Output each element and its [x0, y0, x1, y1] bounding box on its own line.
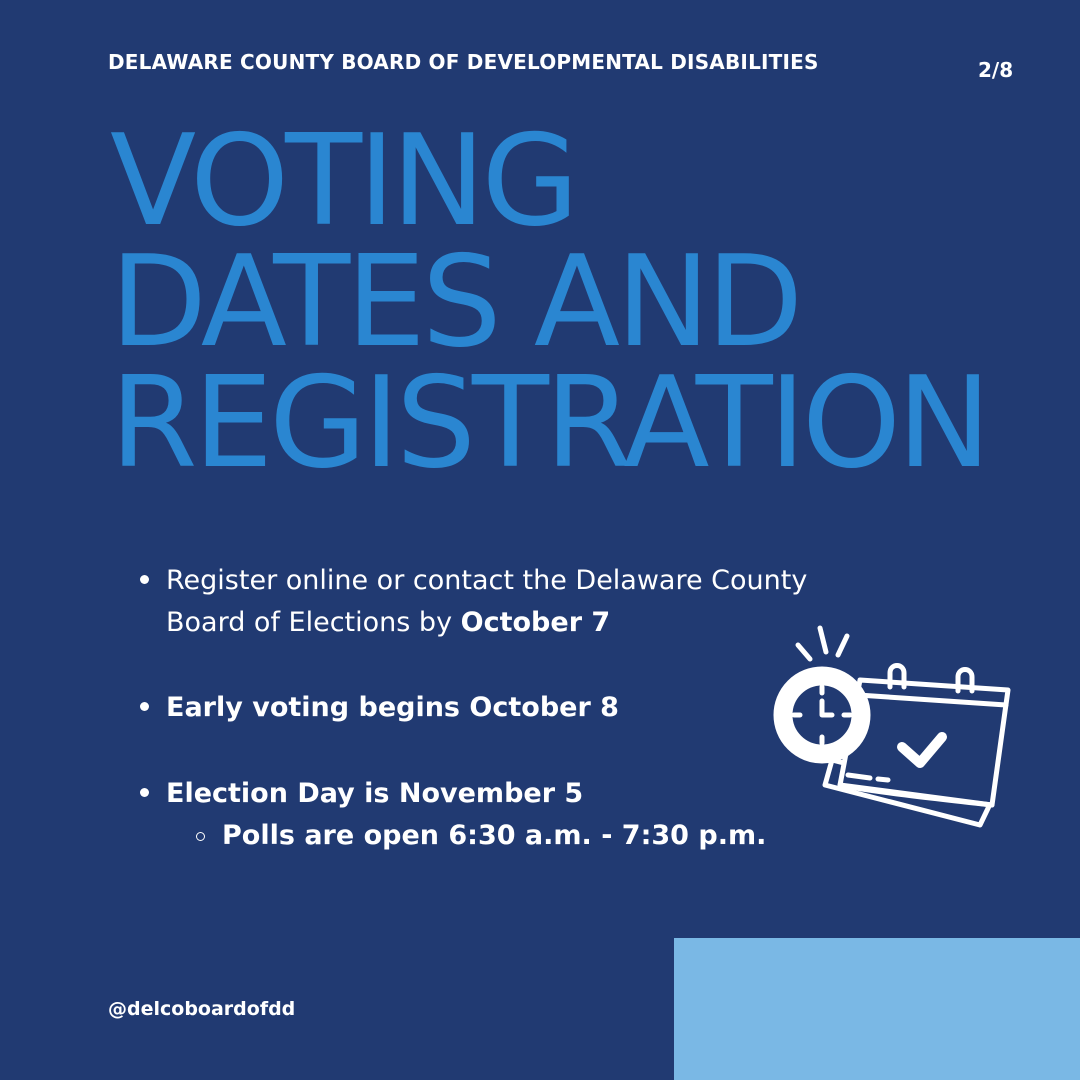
accent-block — [674, 938, 1080, 1080]
headline-line-1: VOTING — [110, 107, 576, 254]
bullet-list — [140, 560, 820, 857]
sub-bullet-list — [166, 815, 820, 857]
headline-line-3: REGISTRATION — [110, 349, 988, 496]
social-handle: @delcoboardofdd — [108, 998, 296, 1020]
bullet-register — [140, 560, 820, 644]
calendar-clock-check-icon — [770, 625, 1020, 835]
headline-line-2: DATES AND — [110, 228, 800, 375]
register-deadline: October 7 — [460, 607, 611, 638]
polls-hours-text: Polls are open 6:30 a.m. - 7:30 p.m. — [222, 820, 767, 851]
bullet-election-day — [140, 773, 820, 857]
page-indicator: 2/8 — [978, 58, 1014, 82]
early-voting-text: Early voting begins October 8 — [166, 692, 619, 723]
sub-bullet-polls-hours — [196, 815, 820, 857]
bullet-early-voting — [140, 687, 820, 729]
organization-name: DELAWARE COUNTY BOARD OF DEVELOPMENTAL DISABILITIES — [108, 50, 819, 74]
headline — [110, 107, 1060, 496]
register-text: Register online or contact the Delaware County Board of Elections by — [166, 565, 808, 638]
election-day-text: Election Day is November 5 — [166, 778, 584, 809]
